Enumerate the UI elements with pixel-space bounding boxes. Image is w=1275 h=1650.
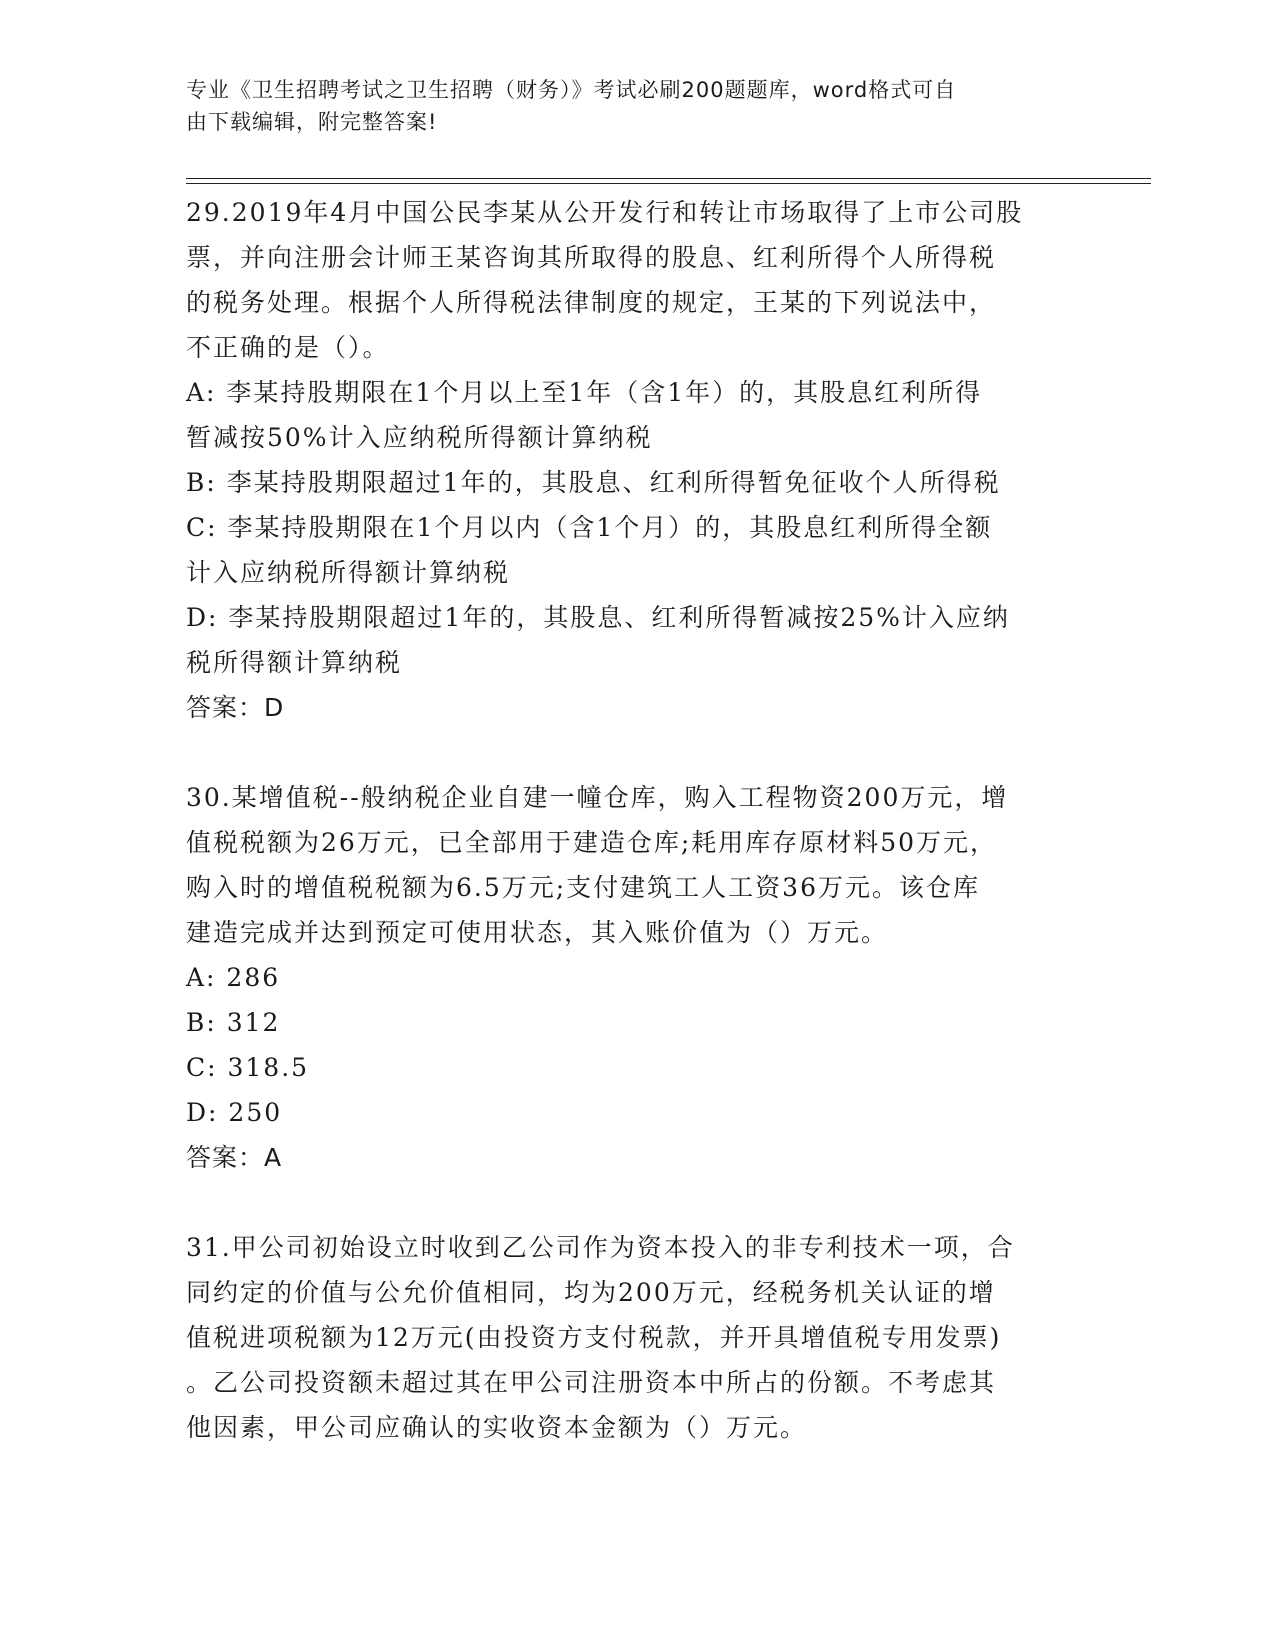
document-body: [186, 190, 1086, 1450]
answer-label: 答案：A: [186, 1143, 283, 1172]
question-text-line: 票，并向注册会计师王某咨询其所取得的股息、红利所得个人所得税: [186, 243, 997, 272]
header-line: 专业《卫生招聘考试之卫生招聘（财务）》考试必刷200题题库，word格式可自: [186, 78, 957, 102]
question-30: [186, 775, 1086, 1180]
question-text-line: 他因素，甲公司应确认的实收资本金额为（）万元。: [186, 1413, 808, 1442]
option-line: A: 李某持股期限在1个月以上至1年（含1年）的，其股息红利所得: [186, 378, 983, 407]
question-text-line: 同约定的价值与公允价值相同，均为200万元，经税务机关认证的增: [186, 1278, 996, 1307]
option-line: B: 李某持股期限超过1年的，其股息、红利所得暂免征收个人所得税: [186, 468, 1001, 497]
question-text-line: 29.2019年4月中国公民李某从公开发行和转让市场取得了上市公司股: [186, 198, 1024, 227]
option-b: [186, 460, 1086, 505]
option-c: C: 318.5: [186, 1053, 310, 1082]
option-line: 税所得额计算纳税: [186, 648, 403, 677]
option-d: [186, 595, 1086, 685]
document-header: [186, 74, 1066, 138]
option-a: [186, 370, 1086, 460]
question-text-line: 值税进项税额为12万元(由投资方支付税款，并开具增值税专用发票): [186, 1323, 1002, 1352]
question-text-line: 31.甲公司初始设立时收到乙公司作为资本投入的非专利技术一项，合: [186, 1233, 1015, 1262]
header-divider: [186, 183, 1151, 184]
question-31: [186, 1225, 1086, 1450]
answer-label: 答案：D: [186, 693, 285, 722]
header-divider: [186, 178, 1151, 179]
header-line: 由下载编辑，附完整答案!: [186, 110, 438, 134]
question-29: [186, 190, 1086, 730]
option-line: C: 李某持股期限在1个月以内（含1个月）的，其股息红利所得全额: [186, 513, 993, 542]
spacer: [186, 730, 1086, 775]
question-text-line: 不正确的是（）。: [186, 333, 390, 362]
question-text-line: 建造完成并达到预定可使用状态，其入账价值为（）万元。: [186, 918, 889, 947]
option-a: A: 286: [186, 963, 281, 992]
option-line: 暂减按50%计入应纳税所得额计算纳税: [186, 423, 653, 452]
question-text-line: 的税务处理。根据个人所得税法律制度的规定，王某的下列说法中，: [186, 288, 997, 317]
option-b: B: 312: [186, 1008, 281, 1037]
question-text-line: 30.某增值税--般纳税企业自建一幢仓库，购入工程物资200万元，增: [186, 783, 1009, 812]
option-d: D: 250: [186, 1098, 283, 1127]
option-line: D: 李某持股期限超过1年的，其股息、红利所得暂减按25%计入应纳: [186, 603, 1010, 632]
question-text-line: 值税税额为26万元，已全部用于建造仓库;耗用库存原材料50万元，: [186, 828, 998, 857]
option-line: 计入应纳税所得额计算纳税: [186, 558, 511, 587]
spacer: [186, 1180, 1086, 1225]
question-text-line: 购入时的增值税税额为6.5万元;支付建筑工人工资36万元。该仓库: [186, 873, 980, 902]
question-text-line: 。乙公司投资额未超过其在甲公司注册资本中所占的份额。不考虑其: [186, 1368, 997, 1397]
option-c: [186, 505, 1086, 595]
